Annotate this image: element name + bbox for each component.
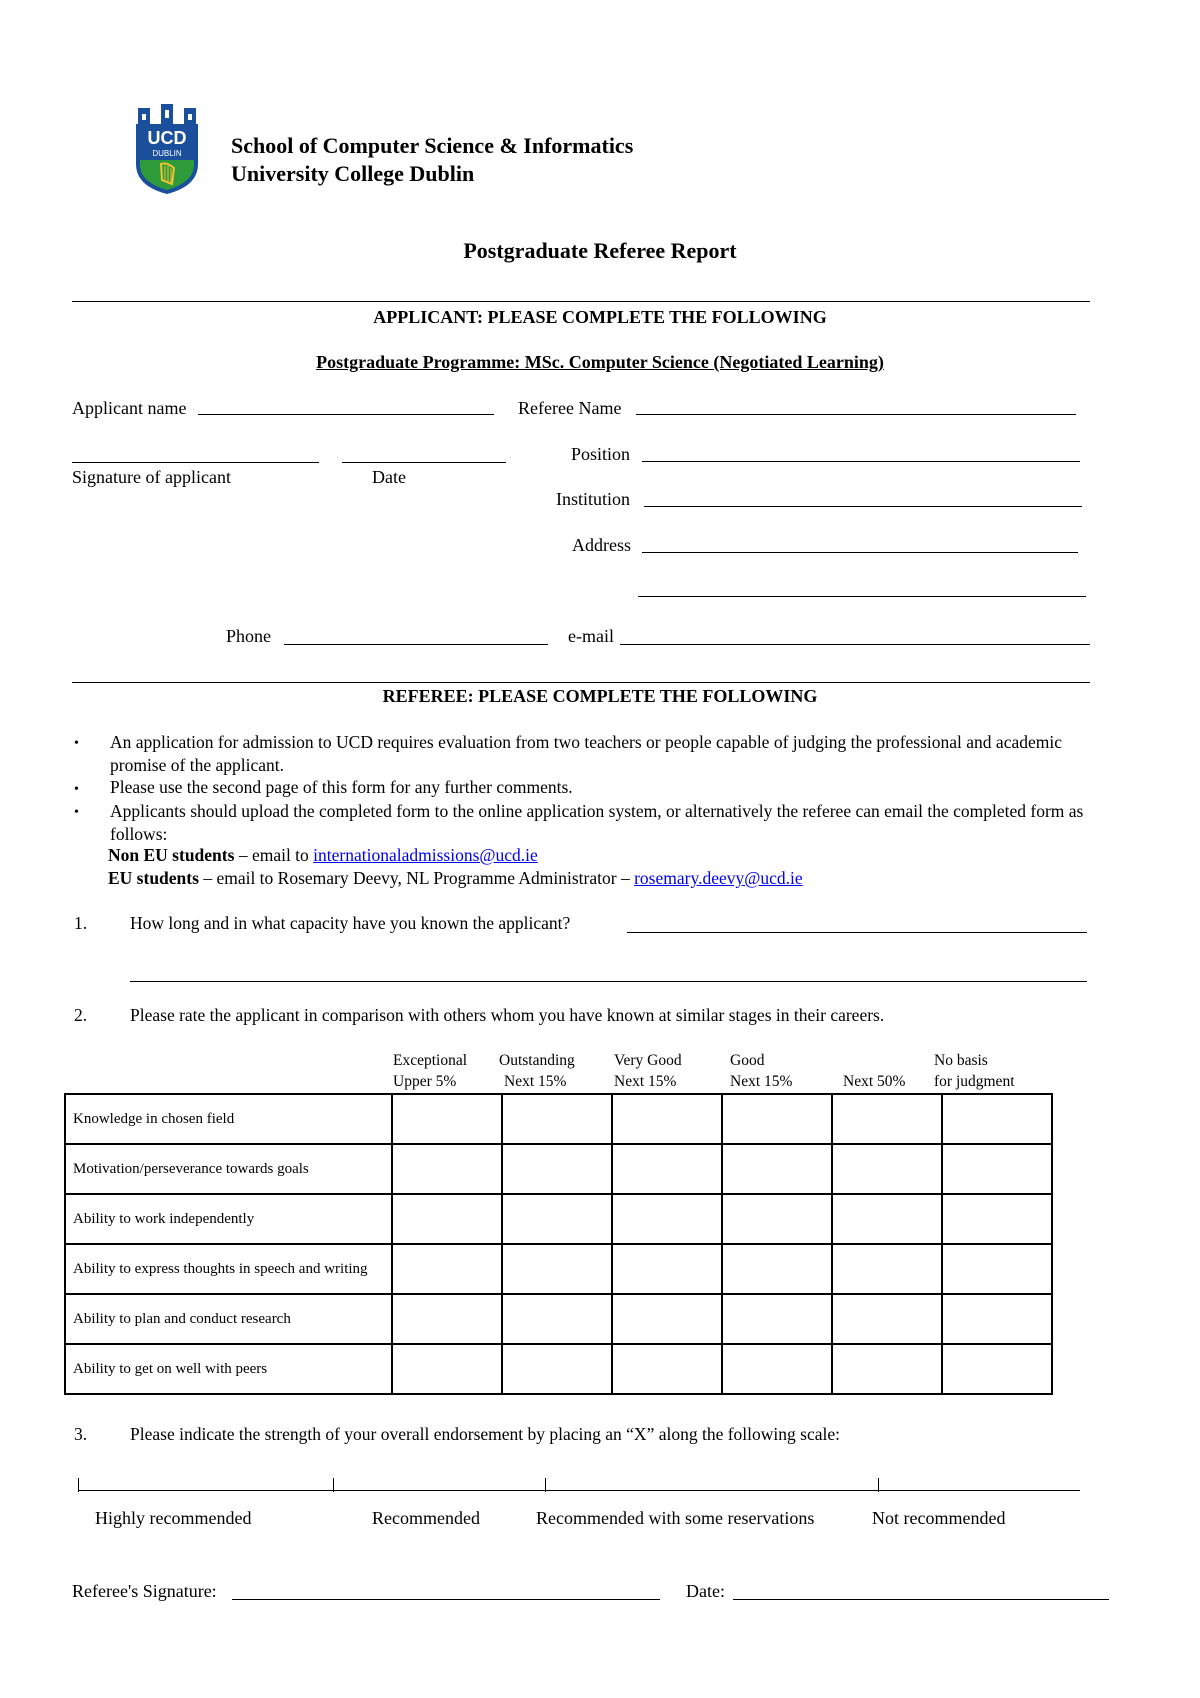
applicant-section-heading: APPLICANT: PLEASE COMPLETE THE FOLLOWING — [373, 307, 827, 327]
referee-section-heading: REFEREE: PLEASE COMPLETE THE FOLLOWING — [382, 686, 818, 706]
scale-label: Recommended with some reservations — [536, 1508, 815, 1528]
rating-cell[interactable] — [392, 1194, 502, 1244]
rating-cell[interactable] — [942, 1144, 1052, 1194]
address-label: Address — [572, 535, 631, 555]
school-name: School of Computer Science & Informatics — [231, 133, 634, 158]
scale-label: Not recommended — [872, 1508, 1006, 1528]
rating-table — [64, 1093, 1053, 1395]
rating-cell[interactable] — [942, 1094, 1052, 1144]
scale-label: Recommended — [372, 1508, 480, 1528]
non-eu-text: – email to — [234, 845, 314, 865]
col-header-very-good: Very Good Next 15% — [614, 1052, 682, 1090]
email-label: e-mail — [568, 626, 614, 646]
applicant-name-field[interactable] — [198, 414, 494, 415]
rating-cell[interactable] — [722, 1094, 832, 1144]
rating-cell[interactable] — [612, 1344, 722, 1394]
col-header-next-50: Next 50% — [843, 1073, 906, 1090]
non-eu-email-link[interactable]: internationaladmissions@ucd.ie — [313, 845, 538, 865]
scale-tick — [878, 1478, 879, 1492]
criterion-label: Ability to plan and conduct research — [65, 1294, 392, 1344]
signature-field[interactable] — [72, 462, 319, 463]
date-label: Date — [372, 467, 406, 487]
table-row — [65, 1344, 1052, 1394]
table-row — [65, 1144, 1052, 1194]
q1-text: How long and in what capacity have you known the applicant? — [130, 913, 571, 933]
rating-cell[interactable] — [722, 1144, 832, 1194]
bullet-marker: • — [74, 782, 79, 797]
q2-text: Please rate the applicant in comparison with others whom you have known at similar stages in their careers. — [130, 1005, 885, 1025]
applicant-name-label: Applicant name — [72, 398, 187, 418]
rating-cell[interactable] — [392, 1144, 502, 1194]
q3-text: Please indicate the strength of your overall endorsement by placing an “X” along the following scale: — [130, 1424, 840, 1444]
scale-tick — [78, 1478, 79, 1492]
q1-answer-field-2[interactable] — [130, 981, 1087, 982]
rating-cell[interactable] — [612, 1294, 722, 1344]
svg-text:UCD: UCD — [147, 128, 187, 148]
scale-tick — [545, 1478, 546, 1492]
eu-line — [108, 868, 803, 889]
footer-date-field[interactable] — [733, 1599, 1109, 1600]
position-label: Position — [571, 444, 631, 464]
rating-cell[interactable] — [722, 1294, 832, 1344]
referee-name-field[interactable] — [636, 414, 1076, 415]
rating-cell[interactable] — [832, 1094, 942, 1144]
institution-label: Institution — [556, 489, 631, 509]
referee-name-label: Referee Name — [518, 398, 622, 418]
institution-field[interactable] — [644, 506, 1082, 507]
rating-cell[interactable] — [502, 1094, 612, 1144]
q3-number: 3. — [74, 1424, 88, 1444]
rating-cell[interactable] — [392, 1294, 502, 1344]
scale-label: Highly recommended — [95, 1508, 252, 1528]
criterion-label: Ability to express thoughts in speech and writing — [65, 1244, 392, 1294]
endorsement-scale[interactable] — [78, 1490, 1080, 1491]
email-field[interactable] — [620, 644, 1090, 645]
col-header-exceptional: Exceptional Upper 5% — [393, 1052, 468, 1090]
bullet-text: Applicants should upload the completed form to the online application system, or alternatively the referee can email the completed form as follows: — [110, 801, 1084, 844]
university-name: University College Dublin — [231, 161, 475, 186]
signature-label: Signature of applicant — [72, 467, 231, 487]
referee-signature-field[interactable] — [232, 1599, 660, 1600]
non-eu-label: Non EU students — [108, 845, 235, 865]
phone-label: Phone — [226, 626, 271, 646]
q1-answer-field[interactable] — [627, 932, 1087, 933]
criterion-label: Ability to get on well with peers — [65, 1344, 392, 1394]
position-field[interactable] — [642, 461, 1080, 462]
table-row — [65, 1294, 1052, 1344]
col-header-outstanding: Outstanding Next 15% — [499, 1052, 575, 1090]
rating-cell[interactable] — [722, 1194, 832, 1244]
rating-cell[interactable] — [832, 1344, 942, 1394]
rating-cell[interactable] — [392, 1244, 502, 1294]
page-title: Postgraduate Referee Report — [463, 238, 737, 263]
rating-cell[interactable] — [942, 1344, 1052, 1394]
rating-cell[interactable] — [722, 1244, 832, 1294]
bullet-marker: • — [74, 805, 79, 820]
rating-cell[interactable] — [392, 1344, 502, 1394]
address-field[interactable] — [642, 552, 1078, 553]
rating-cell[interactable] — [722, 1344, 832, 1394]
rating-cell[interactable] — [832, 1244, 942, 1294]
criterion-label: Motivation/perseverance towards goals — [65, 1144, 392, 1194]
bullet-marker: • — [74, 736, 79, 751]
rating-cell[interactable] — [502, 1244, 612, 1294]
q1-number: 1. — [74, 913, 88, 933]
col-header-no-basis: No basis for judgment — [934, 1052, 1015, 1090]
eu-email-link[interactable]: rosemary.deevy@ucd.ie — [634, 868, 803, 888]
phone-field[interactable] — [284, 644, 548, 645]
rating-cell[interactable] — [942, 1194, 1052, 1244]
bullet-text: An application for admission to UCD requires evaluation from two teachers or people capable of judging the professional and academic promise of the applicant. — [110, 732, 1062, 775]
rating-cell[interactable] — [612, 1094, 722, 1144]
divider — [72, 682, 1090, 683]
rating-cell[interactable] — [832, 1194, 942, 1244]
date-field[interactable] — [342, 462, 506, 463]
rating-cell[interactable] — [392, 1094, 502, 1144]
criterion-label: Knowledge in chosen field — [65, 1094, 392, 1144]
rating-cell[interactable] — [832, 1144, 942, 1194]
address-field-2[interactable] — [638, 596, 1086, 597]
eu-label: EU students — [108, 868, 199, 888]
scale-tick — [333, 1478, 334, 1492]
table-row — [65, 1244, 1052, 1294]
table-row — [65, 1194, 1052, 1244]
rating-cell[interactable] — [612, 1194, 722, 1244]
rating-cell[interactable] — [502, 1194, 612, 1244]
bullet-text: Please use the second page of this form for any further comments. — [110, 777, 573, 797]
divider — [72, 301, 1090, 302]
referee-signature-label: Referee's Signature: — [72, 1581, 217, 1601]
svg-text:DUBLIN: DUBLIN — [152, 149, 182, 158]
rating-cell[interactable] — [942, 1244, 1052, 1294]
rating-cell[interactable] — [502, 1344, 612, 1394]
ucd-logo — [134, 102, 200, 196]
criterion-label: Ability to work independently — [65, 1194, 392, 1244]
eu-text: – email to Rosemary Deevy, NL Programme Administrator – — [198, 868, 635, 888]
rating-cell[interactable] — [612, 1244, 722, 1294]
table-row — [65, 1094, 1052, 1144]
programme-line: Postgraduate Programme: MSc. Computer Science (Negotiated Learning) — [316, 352, 884, 372]
rating-cell[interactable] — [832, 1294, 942, 1344]
rating-cell[interactable] — [502, 1294, 612, 1344]
q2-number: 2. — [74, 1005, 88, 1025]
col-header-good: Good Next 15% — [730, 1052, 793, 1090]
footer-date-label: Date: — [686, 1581, 725, 1601]
rating-cell[interactable] — [942, 1294, 1052, 1344]
rating-cell[interactable] — [612, 1144, 722, 1194]
non-eu-line — [108, 845, 538, 866]
rating-cell[interactable] — [502, 1144, 612, 1194]
